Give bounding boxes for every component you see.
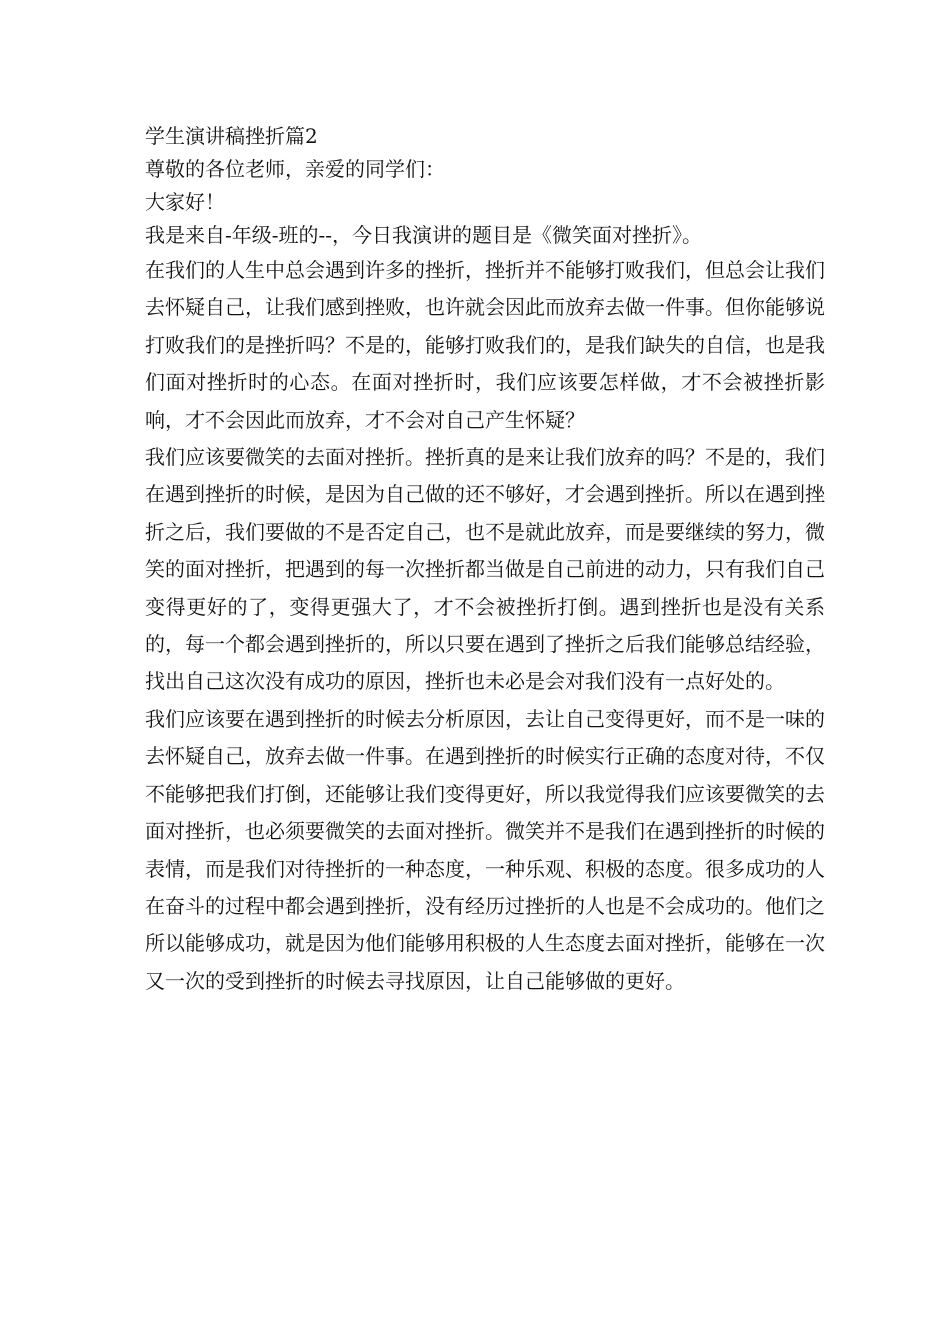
- intro-line: 我是来自-年级-班的--，今日我演讲的题目是《微笑面对挫折》。: [145, 223, 703, 247]
- paragraph: 在我们的人生中总会遇到许多的挫折，挫折并不能够打败我们，但总会让我们去怀疑自己，让我们感到挫败，也许就会因此而放弃去做一件事。但你能够说打败我们的是挫折吗？不是的，能够打败我们的，是我们缺失的自信，也是我们面对挫折时的心态。在面对挫折时，我们应该要怎样做，才不会被挫折影响，才不会因此而放弃，才不会对自己产生怀疑？: [145, 258, 825, 432]
- document-body: [145, 120, 825, 1000]
- paragraph: 我们应该要微笑的去面对挫折。挫折真的是来让我们放弃的吗？不是的，我们在遇到挫折的时候，是因为自己做的还不够好，才会遇到挫折。所以在遇到挫折之后，我们要做的不是否定自己，也不是就此放弃，而是要继续的努力，微笑的面对挫折，把遇到的每一次挫折都当做是自己前进的动力，只有我们自己变得更好的了，变得更强大了，才不会被挫折打倒。遇到挫折也是没有关系的，每一个都会遇到挫折的，所以只要在遇到了挫折之后我们能够总结经验，找出自己这次没有成功的原因，挫折也未必是会对我们没有一点好处的。: [145, 445, 825, 694]
- greeting: 大家好！: [145, 190, 225, 214]
- document-title: 学生演讲稿挫折篇2: [145, 124, 318, 148]
- paragraph: 我们应该要在遇到挫折的时候去分析原因，去让自己变得更好，而不是一味的去怀疑自己，放弃去做一件事。在遇到挫折的时候实行正确的态度对待，不仅不能够把我们打倒，还能够让我们变得更好，所以我觉得我们应该要微笑的去面对挫折，也必须要微笑的去面对挫折。微笑并不是我们在遇到挫折的时候的表情，而是我们对待挫折的一种态度，一种乐观、积极的态度。很多成功的人在奋斗的过程中都会遇到挫折，没有经历过挫折的人也是不会成功的。他们之所以能够成功，就是因为他们能够用积极的人生态度去面对挫折，能够在一次又一次的受到挫折的时候去寻找原因，让自己能够做的更好。: [145, 706, 825, 993]
- salutation: 尊敬的各位老师，亲爱的同学们：: [145, 157, 445, 181]
